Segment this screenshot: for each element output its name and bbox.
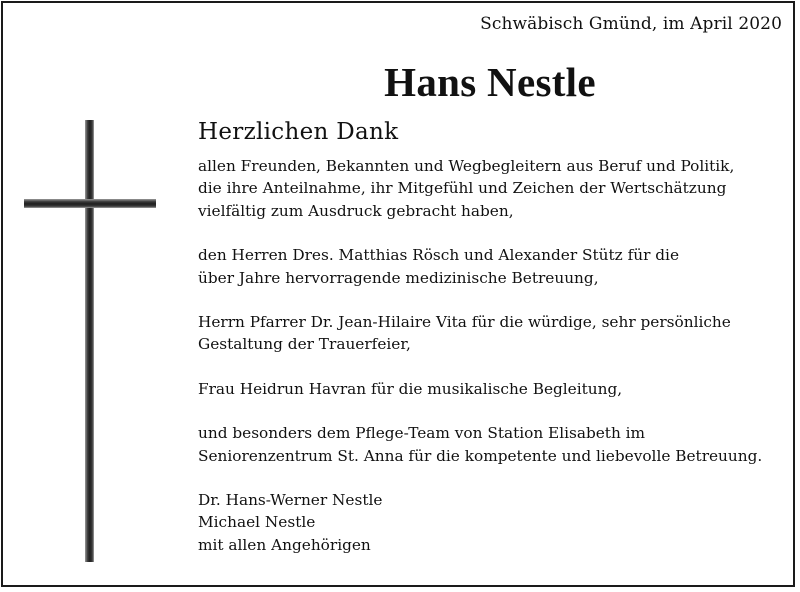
text-line: allen Freunden, Bekannten und Wegbegleitern aus Beruf und Politik,: [198, 157, 735, 175]
thanks-paragraph-friends: [198, 155, 788, 222]
thanks-paragraph-pastor: [198, 311, 788, 356]
text-line: die ihre Anteilnahme, ihr Mitgefühl und Zeichen der Wertschätzung: [198, 179, 727, 198]
thanks-paragraph-music: [198, 378, 788, 400]
deceased-name: Hans Nestle: [384, 59, 596, 105]
cross-horizontal-beam: [24, 199, 156, 208]
cross-icon: [24, 120, 156, 562]
text-line: den Herren Dres. Matthias Rösch und Alexander Stütz für die: [198, 246, 680, 265]
thank-you-message: [198, 116, 788, 556]
text-line: und besonders dem Pflege-Team von Station Elisabeth im: [198, 424, 646, 443]
thanks-heading: Herzlichen Dank: [198, 119, 399, 145]
thanks-paragraph-care-team: [198, 422, 788, 467]
text-line: Herrn Pfarrer Dr. Jean-Hilaire Vita für die würdige, sehr persönliche: [198, 313, 731, 332]
signature-line: mit allen Angehörigen: [198, 535, 371, 554]
signature-block: [198, 489, 788, 556]
text-line: Seniorenzentrum St. Anna für die kompetente und liebevolle Betreuung.: [198, 446, 763, 465]
text-line: Frau Heidrun Havran für die musikalische Begleitung,: [198, 379, 623, 398]
signature-line: Michael Nestle: [198, 513, 316, 532]
text-line: vielfältig zum Ausdruck gebracht haben,: [198, 201, 514, 220]
text-line: Gestaltung der Trauerfeier,: [198, 335, 411, 354]
signature-line: Dr. Hans-Werner Nestle: [198, 491, 383, 510]
cross-vertical-beam: [85, 120, 94, 562]
text-line: über Jahre hervorragende medizinische Betreuung,: [198, 268, 599, 287]
place-date: Schwäbisch Gmünd, im April 2020: [480, 14, 782, 34]
thanks-paragraph-doctors: [198, 244, 788, 289]
